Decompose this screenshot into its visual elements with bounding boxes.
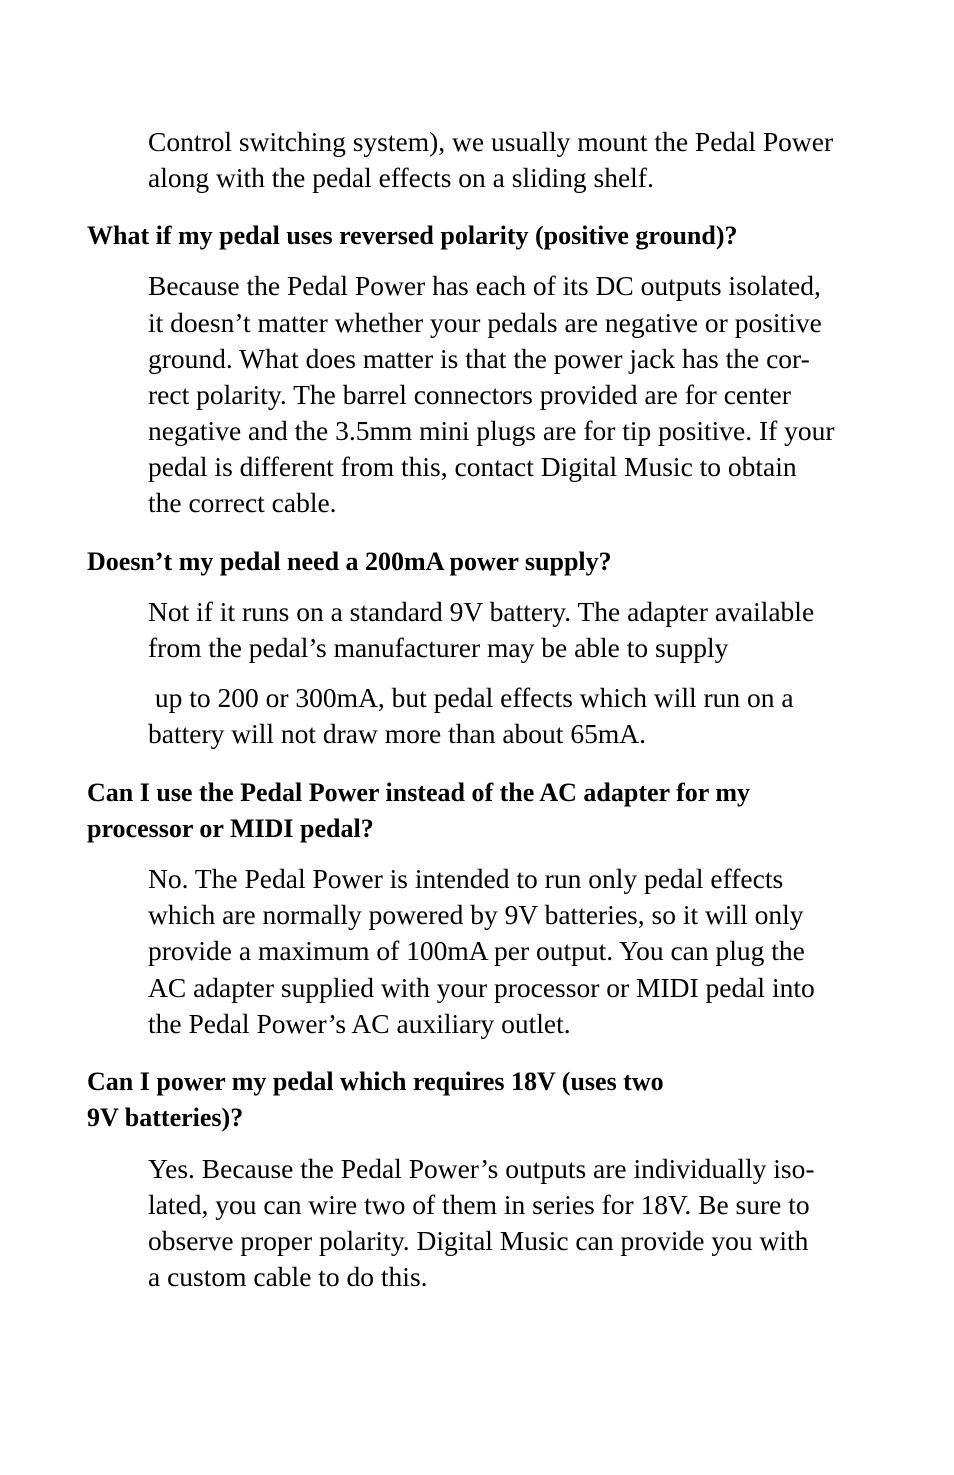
answer-line: ground. What does matter is that the power jack has the cor- [148,343,810,374]
answer-line: it doesn’t matter whether your pedals are negative or positive [148,307,822,338]
answer-line: Because the Pedal Power has each of its DC outputs isolated, [148,270,821,301]
question-heading: What if my pedal uses reversed polarity (positive ground)? [87,221,738,250]
intro-line: along with the pedal effects on a sliding shelf. [148,162,654,193]
question-heading: processor or MIDI pedal? [87,814,374,843]
answer-line: Yes. Because the Pedal Power’s outputs are individually iso- [148,1153,815,1184]
answer-line: up to 200 or 300mA, but pedal effects which will run on a [148,682,794,713]
answer-line: a custom cable to do this. [148,1261,428,1292]
answer-line: from the pedal’s manufacturer may be able to supply [148,632,729,663]
answer-line: AC adapter supplied with your processor or MIDI pedal into [148,972,815,1003]
question-heading: Doesn’t my pedal need a 200mA power supply? [87,547,612,576]
answer-line: the correct cable. [148,487,337,518]
question-heading: Can I use the Pedal Power instead of the AC adapter for my [87,778,750,807]
answer-line: provide a maximum of 100mA per output. You can plug the [148,935,805,966]
answer-line: No. The Pedal Power is intended to run only pedal effects [148,863,784,894]
question-heading: 9V batteries)? [87,1103,244,1132]
answer-line: rect polarity. The barrel connectors provided are for center [148,379,791,410]
answer-line: observe proper polarity. Digital Music can provide you with [148,1225,809,1256]
question-heading: Can I power my pedal which requires 18V (uses two [87,1067,664,1096]
answer-line: pedal is different from this, contact Digital Music to obtain [148,451,797,482]
intro-line: Control switching system), we usually mount the Pedal Power [148,126,834,157]
answer-line: which are normally powered by 9V batteries, so it will only [148,899,804,930]
answer-line: lated, you can wire two of them in series for 18V. Be sure to [148,1189,810,1220]
answer-line: the Pedal Power’s AC auxiliary outlet. [148,1008,571,1039]
answer-line: Not if it runs on a standard 9V battery. The adapter available [148,596,815,627]
answer-line: negative and the 3.5mm mini plugs are for tip positive. If your [148,415,835,446]
answer-line: battery will not draw more than about 65mA. [148,718,646,749]
